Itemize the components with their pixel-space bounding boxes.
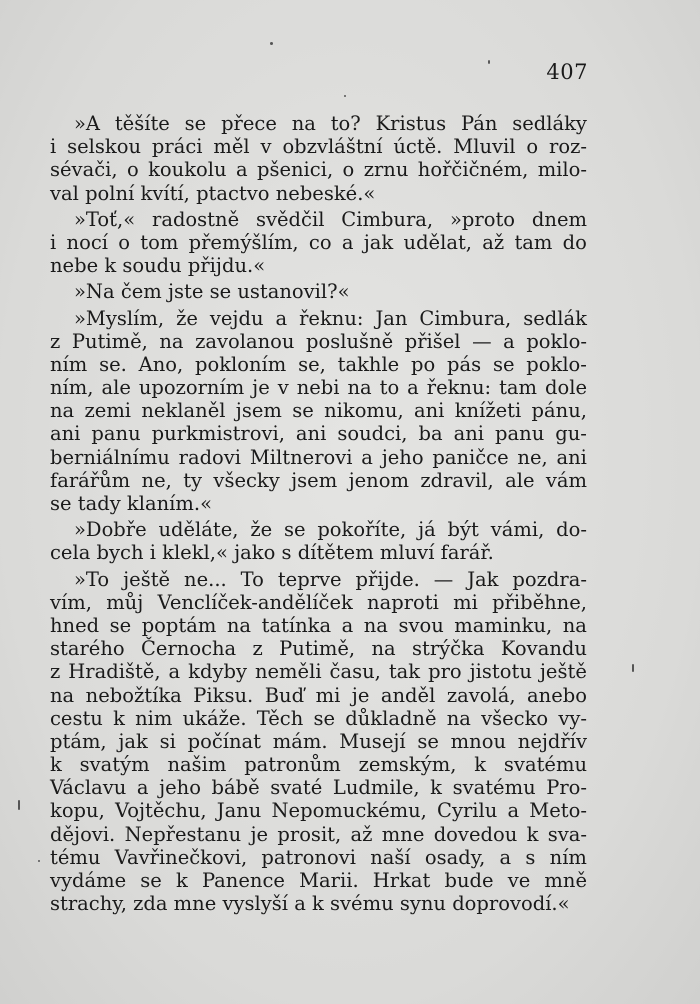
word: — <box>433 567 454 591</box>
word: z <box>252 637 263 661</box>
word: tak <box>388 660 421 684</box>
word: neměli <box>254 660 322 684</box>
word: prosit, <box>277 822 342 846</box>
word: a <box>275 306 288 330</box>
paper-speck <box>38 860 40 862</box>
word: práci <box>151 135 203 159</box>
paragraph <box>50 307 587 516</box>
word: co <box>308 230 332 254</box>
word: k <box>113 706 125 730</box>
text-line <box>50 568 587 591</box>
word: přijde. <box>355 567 420 591</box>
word: poklo- <box>526 329 587 353</box>
text-line: se tady klaním.« <box>50 492 212 515</box>
word: a <box>361 445 373 469</box>
word: je <box>250 822 269 846</box>
word: Cimbura, <box>419 306 512 330</box>
word: poslušně <box>306 329 394 353</box>
text-line <box>50 799 587 822</box>
paper-speck <box>632 664 634 672</box>
word: poklo- <box>526 352 587 376</box>
word: dole <box>544 376 587 400</box>
text-line <box>50 614 587 637</box>
word: i <box>50 230 57 254</box>
word: vejdu <box>209 306 264 330</box>
word: »Toť,« <box>74 207 136 231</box>
word: do- <box>556 518 587 542</box>
word: ale <box>505 468 535 492</box>
word: ještě <box>539 660 587 684</box>
word: Putimě, <box>71 329 148 353</box>
word: purkmistrovi, <box>151 422 285 446</box>
word: jistotu <box>469 660 532 684</box>
paragraph <box>50 280 587 303</box>
word: bábě <box>211 776 260 800</box>
word: z <box>50 660 61 684</box>
word: ani <box>414 399 445 423</box>
word: se <box>292 399 314 423</box>
word: ním <box>50 352 88 376</box>
word: můj <box>106 590 144 614</box>
word: a <box>136 776 149 800</box>
word: jak <box>118 729 148 753</box>
word: na <box>291 112 316 135</box>
word: jsem <box>291 468 338 492</box>
word: anděl <box>380 683 436 707</box>
word: Jan <box>375 306 408 330</box>
word: až <box>482 230 505 254</box>
word: pás <box>447 352 482 376</box>
word: ani <box>453 422 485 446</box>
word: Vavřinečkovi, <box>114 845 248 869</box>
word: a <box>499 845 512 869</box>
text-line <box>50 158 587 181</box>
word: že <box>250 518 273 542</box>
page-number: 407 <box>546 60 588 84</box>
word: svou <box>398 613 444 637</box>
word: Nepomuckému, <box>271 799 427 823</box>
word: se <box>313 706 336 730</box>
text-line: nebe k soudu přijdu.« <box>50 254 266 278</box>
word: Pán <box>460 112 498 135</box>
paper-speck <box>488 60 490 64</box>
word: to <box>379 376 400 400</box>
word: i <box>50 135 57 159</box>
word: mám. <box>272 729 328 753</box>
text-line <box>50 684 587 707</box>
word: přišel <box>404 329 461 353</box>
word: našim <box>167 753 227 777</box>
word: selskou <box>67 135 142 159</box>
word: ani <box>50 422 81 446</box>
word: a <box>168 660 181 684</box>
word: milo- <box>537 158 587 182</box>
word: svatému <box>503 753 587 777</box>
word: — <box>472 329 492 353</box>
word: sva- <box>547 822 587 846</box>
word: Černocha <box>140 637 237 661</box>
word: roz- <box>549 135 587 159</box>
word: Miltnerovi <box>249 445 353 469</box>
word: »Dobře <box>74 518 147 542</box>
word: Ano, <box>138 352 184 376</box>
word: ani <box>556 445 587 469</box>
paragraph <box>50 568 587 916</box>
word: upozorním <box>138 376 245 400</box>
word: »A <box>74 112 101 135</box>
word: farářům <box>50 468 131 492</box>
word: a <box>341 613 354 637</box>
word: dnem <box>531 207 587 231</box>
word: a <box>507 799 520 823</box>
word: o <box>126 158 139 182</box>
word: knížeti <box>454 399 522 423</box>
word: k <box>430 776 442 800</box>
word: svatým <box>79 753 150 777</box>
text-line <box>50 446 587 469</box>
word: Venclíček-andělíček <box>157 590 353 614</box>
paper-speck <box>18 800 20 810</box>
word: nebožtíka <box>85 683 182 707</box>
word: Kovandu <box>500 637 587 661</box>
word: přiběhne, <box>492 590 587 614</box>
word: patronům <box>244 753 341 777</box>
word: dějovi. <box>50 822 116 846</box>
word: do <box>562 230 587 254</box>
text-line <box>50 591 587 614</box>
word: svatému <box>452 776 536 800</box>
word: zemi <box>84 399 132 423</box>
text-line <box>50 753 587 776</box>
word: osady, <box>424 845 486 869</box>
word: »Myslím, <box>74 306 165 330</box>
word: a <box>341 230 354 254</box>
word: tom <box>140 230 179 254</box>
word: dovedou <box>433 822 518 846</box>
text-line <box>50 353 587 376</box>
word: starého <box>50 637 125 661</box>
word: v <box>277 376 289 400</box>
text-line <box>50 823 587 846</box>
word: Kristus <box>375 112 447 135</box>
word: tému <box>50 845 101 869</box>
word: naší <box>370 845 411 869</box>
word: počínat <box>187 729 261 753</box>
word: vydáme <box>50 869 127 892</box>
word: na <box>50 683 75 707</box>
word: Cyrilu <box>437 799 498 823</box>
word: »To <box>74 567 110 591</box>
word: ním <box>549 845 587 869</box>
word: se <box>283 518 306 542</box>
word: na <box>159 329 184 353</box>
word: na <box>50 399 75 423</box>
word: neklaněl <box>141 399 226 423</box>
text-line <box>50 776 587 799</box>
word: poptám <box>141 613 217 637</box>
text-line <box>50 399 587 422</box>
word: se <box>140 869 162 892</box>
word: mnou <box>450 729 507 753</box>
word: že <box>176 306 198 330</box>
word: teprve <box>277 567 342 591</box>
word: pokloním <box>194 352 287 376</box>
word: tam <box>499 376 538 400</box>
word: jsem <box>235 399 282 423</box>
word: Hradiště, <box>68 660 161 684</box>
word: těšíte <box>114 112 170 135</box>
word: Janu <box>216 799 262 823</box>
word: obzvláštní <box>282 135 383 159</box>
word: zdravil, <box>420 468 494 492</box>
word: To <box>240 567 264 591</box>
word: ne, <box>517 445 548 469</box>
word: se <box>492 352 515 376</box>
text-line <box>50 707 587 730</box>
text-line <box>50 330 587 353</box>
word: ve <box>507 869 531 892</box>
word: se, <box>298 352 326 376</box>
word: bude <box>444 869 494 892</box>
word: důkladně <box>345 706 437 730</box>
word: a <box>503 329 515 353</box>
word: Marii. <box>299 869 359 892</box>
word: jeho <box>381 445 424 469</box>
word: o <box>526 135 539 159</box>
word: být <box>447 518 479 542</box>
word: Musejí <box>339 729 406 753</box>
word: a <box>407 376 419 400</box>
word: pozdra- <box>512 567 587 591</box>
word: Hrkat <box>372 869 431 892</box>
word: cestu <box>50 706 103 730</box>
word: ale <box>101 376 131 400</box>
word: času, <box>329 660 381 684</box>
word: vím, <box>50 590 92 614</box>
word: »proto <box>450 207 516 231</box>
text-line: val polní kvítí, ptactvo nebeské.« <box>50 181 376 205</box>
word: zemským, <box>358 753 457 777</box>
word: k <box>50 753 62 777</box>
word: jenom <box>348 468 409 492</box>
text-line <box>50 231 587 254</box>
word: panu <box>91 422 141 446</box>
word: vám <box>545 468 587 492</box>
word: na <box>371 637 396 661</box>
word: tam <box>514 230 553 254</box>
paper-speck <box>270 42 273 45</box>
word: Václavu <box>50 776 127 800</box>
word: se <box>184 112 207 135</box>
text-line <box>50 307 587 330</box>
word: vámi, <box>490 518 545 542</box>
word: mi <box>315 683 341 707</box>
word: ještě <box>123 567 171 591</box>
word: jak <box>363 230 394 254</box>
word: Mluvil <box>453 135 516 159</box>
word: o <box>118 230 130 254</box>
word: přece <box>221 112 277 135</box>
word: se <box>417 729 439 753</box>
word: na <box>363 613 388 637</box>
word: pokoříte, <box>317 518 407 542</box>
word: soudci, <box>337 422 408 446</box>
word: uděláte, <box>158 518 239 542</box>
word: ním, <box>50 376 94 400</box>
word: zavolanou <box>195 329 295 353</box>
text-line <box>50 730 587 753</box>
word: ptám, <box>50 729 107 753</box>
word: k <box>526 822 539 846</box>
body-text <box>50 112 587 915</box>
word: anebo <box>527 683 587 707</box>
word: Nepřestanu <box>124 822 242 846</box>
text-line <box>50 376 587 399</box>
word: s <box>525 845 536 869</box>
word: si <box>159 729 176 753</box>
text-line <box>50 422 587 445</box>
word: vy- <box>558 706 587 730</box>
word: úctě. <box>393 135 443 159</box>
word: Ludmile, <box>332 776 420 800</box>
word: pánu, <box>531 399 587 423</box>
word: nikomu, <box>324 399 404 423</box>
word: Těch <box>256 706 304 730</box>
text-line <box>50 660 587 683</box>
word: všecko <box>481 706 549 730</box>
word: koukolu <box>148 158 227 182</box>
word: sedlák <box>523 306 587 330</box>
word: ne... <box>184 567 227 591</box>
word: na <box>562 613 587 637</box>
word: hned <box>50 613 100 637</box>
word: ani <box>295 422 327 446</box>
word: všecky <box>213 468 280 492</box>
word: nejdřív <box>517 729 587 753</box>
word: já <box>418 518 436 542</box>
word: na <box>226 613 252 637</box>
word: sévači, <box>50 158 118 182</box>
word: a <box>235 158 248 182</box>
word: nocí <box>66 230 108 254</box>
word: zrnu <box>363 158 409 182</box>
text-line <box>50 846 587 869</box>
text-line <box>50 869 587 892</box>
text-line: cela bych i klekl,« jako s dítětem mluví farář. <box>50 541 494 565</box>
word: Panence <box>201 869 285 892</box>
word: po <box>411 352 436 376</box>
word: se. <box>99 352 127 376</box>
word: Pro- <box>546 776 587 800</box>
word: přemýšlím, <box>188 230 299 254</box>
word: k <box>175 869 188 892</box>
word: zavolá, <box>446 683 516 707</box>
text-line <box>50 637 587 660</box>
text-line <box>50 469 587 492</box>
word: řeknu: <box>426 376 492 400</box>
word: mně <box>544 869 587 892</box>
word: takhle <box>337 352 400 376</box>
word: maminku, <box>454 613 553 637</box>
word: patronovi <box>261 845 356 869</box>
word: ba <box>418 422 443 446</box>
word: Piksu. <box>193 683 254 707</box>
word: měl <box>213 135 250 159</box>
word: svědčil <box>255 207 325 231</box>
word: nim <box>135 706 173 730</box>
text-line <box>50 135 587 158</box>
word: paničce <box>432 445 509 469</box>
word: Cimbura, <box>341 207 434 231</box>
word: z <box>50 329 61 353</box>
word: pro <box>428 660 462 684</box>
word: je <box>252 376 270 400</box>
word: na <box>446 706 471 730</box>
word: to? <box>330 112 361 135</box>
word: se <box>109 613 132 637</box>
word: Meto- <box>529 799 587 823</box>
word: radovi <box>178 445 242 469</box>
word: tatínka <box>261 613 332 637</box>
word: nebi <box>296 376 340 400</box>
word: jeho <box>159 776 201 800</box>
word: pšenici, <box>256 158 334 182</box>
text-line <box>50 208 587 231</box>
word: k <box>474 753 487 777</box>
text-line: strachy, zda mne vyslyší a k svému synu doprovodí.« <box>50 892 570 916</box>
word: mne <box>381 822 425 846</box>
word: kdyby <box>188 660 247 684</box>
word: Jak <box>467 567 499 591</box>
word: v <box>260 135 272 159</box>
word: panu <box>495 422 545 446</box>
paragraph <box>50 518 587 564</box>
word: až <box>350 822 373 846</box>
word: mi <box>453 590 478 614</box>
word: udělat, <box>403 230 472 254</box>
word: Buď <box>264 683 305 707</box>
word: svaté <box>270 776 323 800</box>
word: na <box>347 376 372 400</box>
word: kopu, <box>50 799 105 823</box>
text-line <box>50 112 587 135</box>
word: radostně <box>152 207 240 231</box>
word: ty <box>183 468 203 492</box>
word: je <box>351 683 370 707</box>
word: řeknu: <box>299 306 364 330</box>
word: sedláky <box>512 112 587 135</box>
word: ne, <box>141 468 172 492</box>
word: gu- <box>555 422 587 446</box>
word: berniálnímu <box>50 445 170 469</box>
word: hořčičném, <box>417 158 529 182</box>
paragraph <box>50 208 587 278</box>
text-line <box>50 518 587 541</box>
word: naproti <box>367 590 439 614</box>
word: Vojtěchu, <box>114 799 207 823</box>
word: Putimě, <box>279 637 356 661</box>
paper-speck <box>344 95 346 97</box>
word: o <box>342 158 355 182</box>
word: strýčka <box>412 637 485 661</box>
text-line: »Na čem jste se ustanovil?« <box>74 280 350 304</box>
paragraph <box>50 112 587 205</box>
word: ukáže. <box>182 706 247 730</box>
